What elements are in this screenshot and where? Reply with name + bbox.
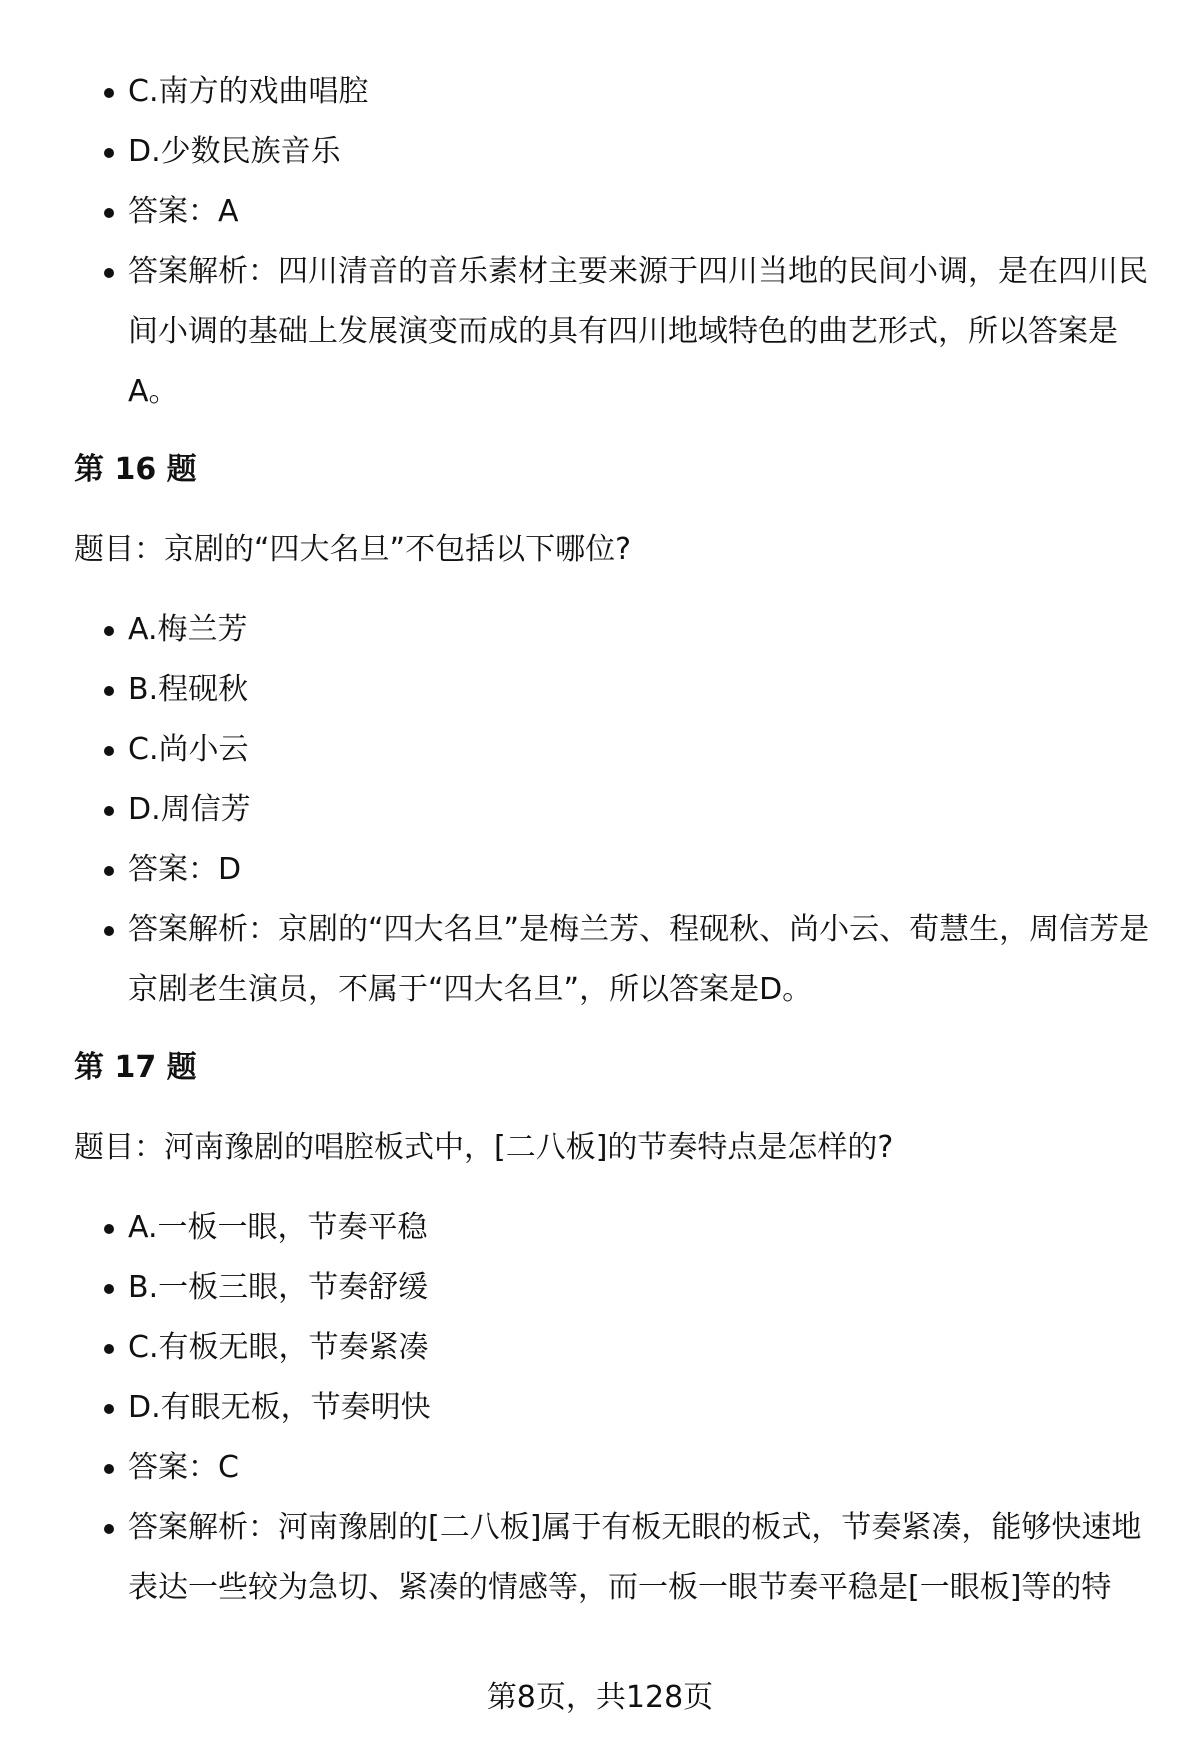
option-item xyxy=(74,720,1154,780)
bullet-icon xyxy=(104,1224,114,1234)
option-item xyxy=(74,1258,1154,1318)
option-item xyxy=(74,780,1154,840)
bullet-icon xyxy=(104,1524,114,1534)
option-text: B.一板三眼，节奏舒缓 xyxy=(128,1270,429,1305)
bullet-icon xyxy=(104,1284,114,1294)
option-item xyxy=(74,660,1154,720)
bullet-icon xyxy=(104,1344,114,1354)
bullet-icon xyxy=(104,806,114,816)
answer-text: 答案：A xyxy=(128,194,239,229)
option-item xyxy=(74,62,1154,122)
answer-text: 答案：C xyxy=(128,1450,239,1485)
explanation-text: 答案解析：河南豫剧的[二八板]属于有板无眼的板式，节奏紧凑，能够快速地表达一些较为急切、紧凑的情感等，而一板一眼节奏平稳是[一眼板]等的特 xyxy=(128,1510,1142,1605)
option-item xyxy=(74,122,1154,182)
bullet-icon xyxy=(104,626,114,636)
bullet-icon xyxy=(104,88,114,98)
option-text: D.有眼无板，节奏明快 xyxy=(128,1390,431,1425)
option-text: D.少数民族音乐 xyxy=(128,134,341,169)
option-item xyxy=(74,1198,1154,1258)
page-number: 第8页，共128页 xyxy=(486,1680,714,1715)
option-text: B.程砚秋 xyxy=(128,672,249,707)
explanation-text: 答案解析：四川清音的音乐素材主要来源于四川当地的民间小调，是在四川民间小调的基础上发展演变而成的具有四川地域特色的曲艺形式，所以答案是A。 xyxy=(128,254,1148,409)
question-text: 题目：京剧的“四大名旦”不包括以下哪位? xyxy=(74,532,632,567)
option-text: C.尚小云 xyxy=(128,732,249,767)
answer-item xyxy=(74,840,1154,900)
bullet-icon xyxy=(104,686,114,696)
question-heading: 第 16 题 xyxy=(74,452,197,487)
question-17-list xyxy=(74,1198,1154,1618)
bullet-icon xyxy=(104,208,114,218)
bullet-icon xyxy=(104,926,114,936)
prev-question-list xyxy=(74,62,1154,422)
question-16 xyxy=(74,450,1154,1020)
answer-item xyxy=(74,182,1154,242)
question-heading: 第 17 题 xyxy=(74,1050,197,1085)
bullet-icon xyxy=(104,866,114,876)
option-text: A.一板一眼，节奏平稳 xyxy=(128,1210,428,1245)
bullet-icon xyxy=(104,1464,114,1474)
option-text: A.梅兰芳 xyxy=(128,612,248,647)
page-content xyxy=(74,62,1154,1618)
bullet-icon xyxy=(104,1404,114,1414)
answer-text: 答案：D xyxy=(128,852,242,887)
answer-item xyxy=(74,1438,1154,1498)
explanation-item xyxy=(74,900,1154,1020)
question-16-list xyxy=(74,600,1154,1020)
explanation-item xyxy=(74,1498,1154,1618)
option-item xyxy=(74,1318,1154,1378)
question-17 xyxy=(74,1048,1154,1618)
option-text: C.有板无眼，节奏紧凑 xyxy=(128,1330,429,1365)
option-text: D.周信芳 xyxy=(128,792,251,827)
option-item xyxy=(74,1378,1154,1438)
option-item xyxy=(74,600,1154,660)
explanation-item xyxy=(74,242,1154,422)
bullet-icon xyxy=(104,268,114,278)
bullet-icon xyxy=(104,148,114,158)
question-text: 题目：河南豫剧的唱腔板式中，[二八板]的节奏特点是怎样的? xyxy=(74,1130,894,1165)
explanation-text: 答案解析：京剧的“四大名旦”是梅兰芳、程砚秋、尚小云、荀慧生，周信芳是京剧老生演员，不属于“四大名旦”，所以答案是D。 xyxy=(128,912,1150,1007)
bullet-icon xyxy=(104,746,114,756)
option-text: C.南方的戏曲唱腔 xyxy=(128,74,369,109)
